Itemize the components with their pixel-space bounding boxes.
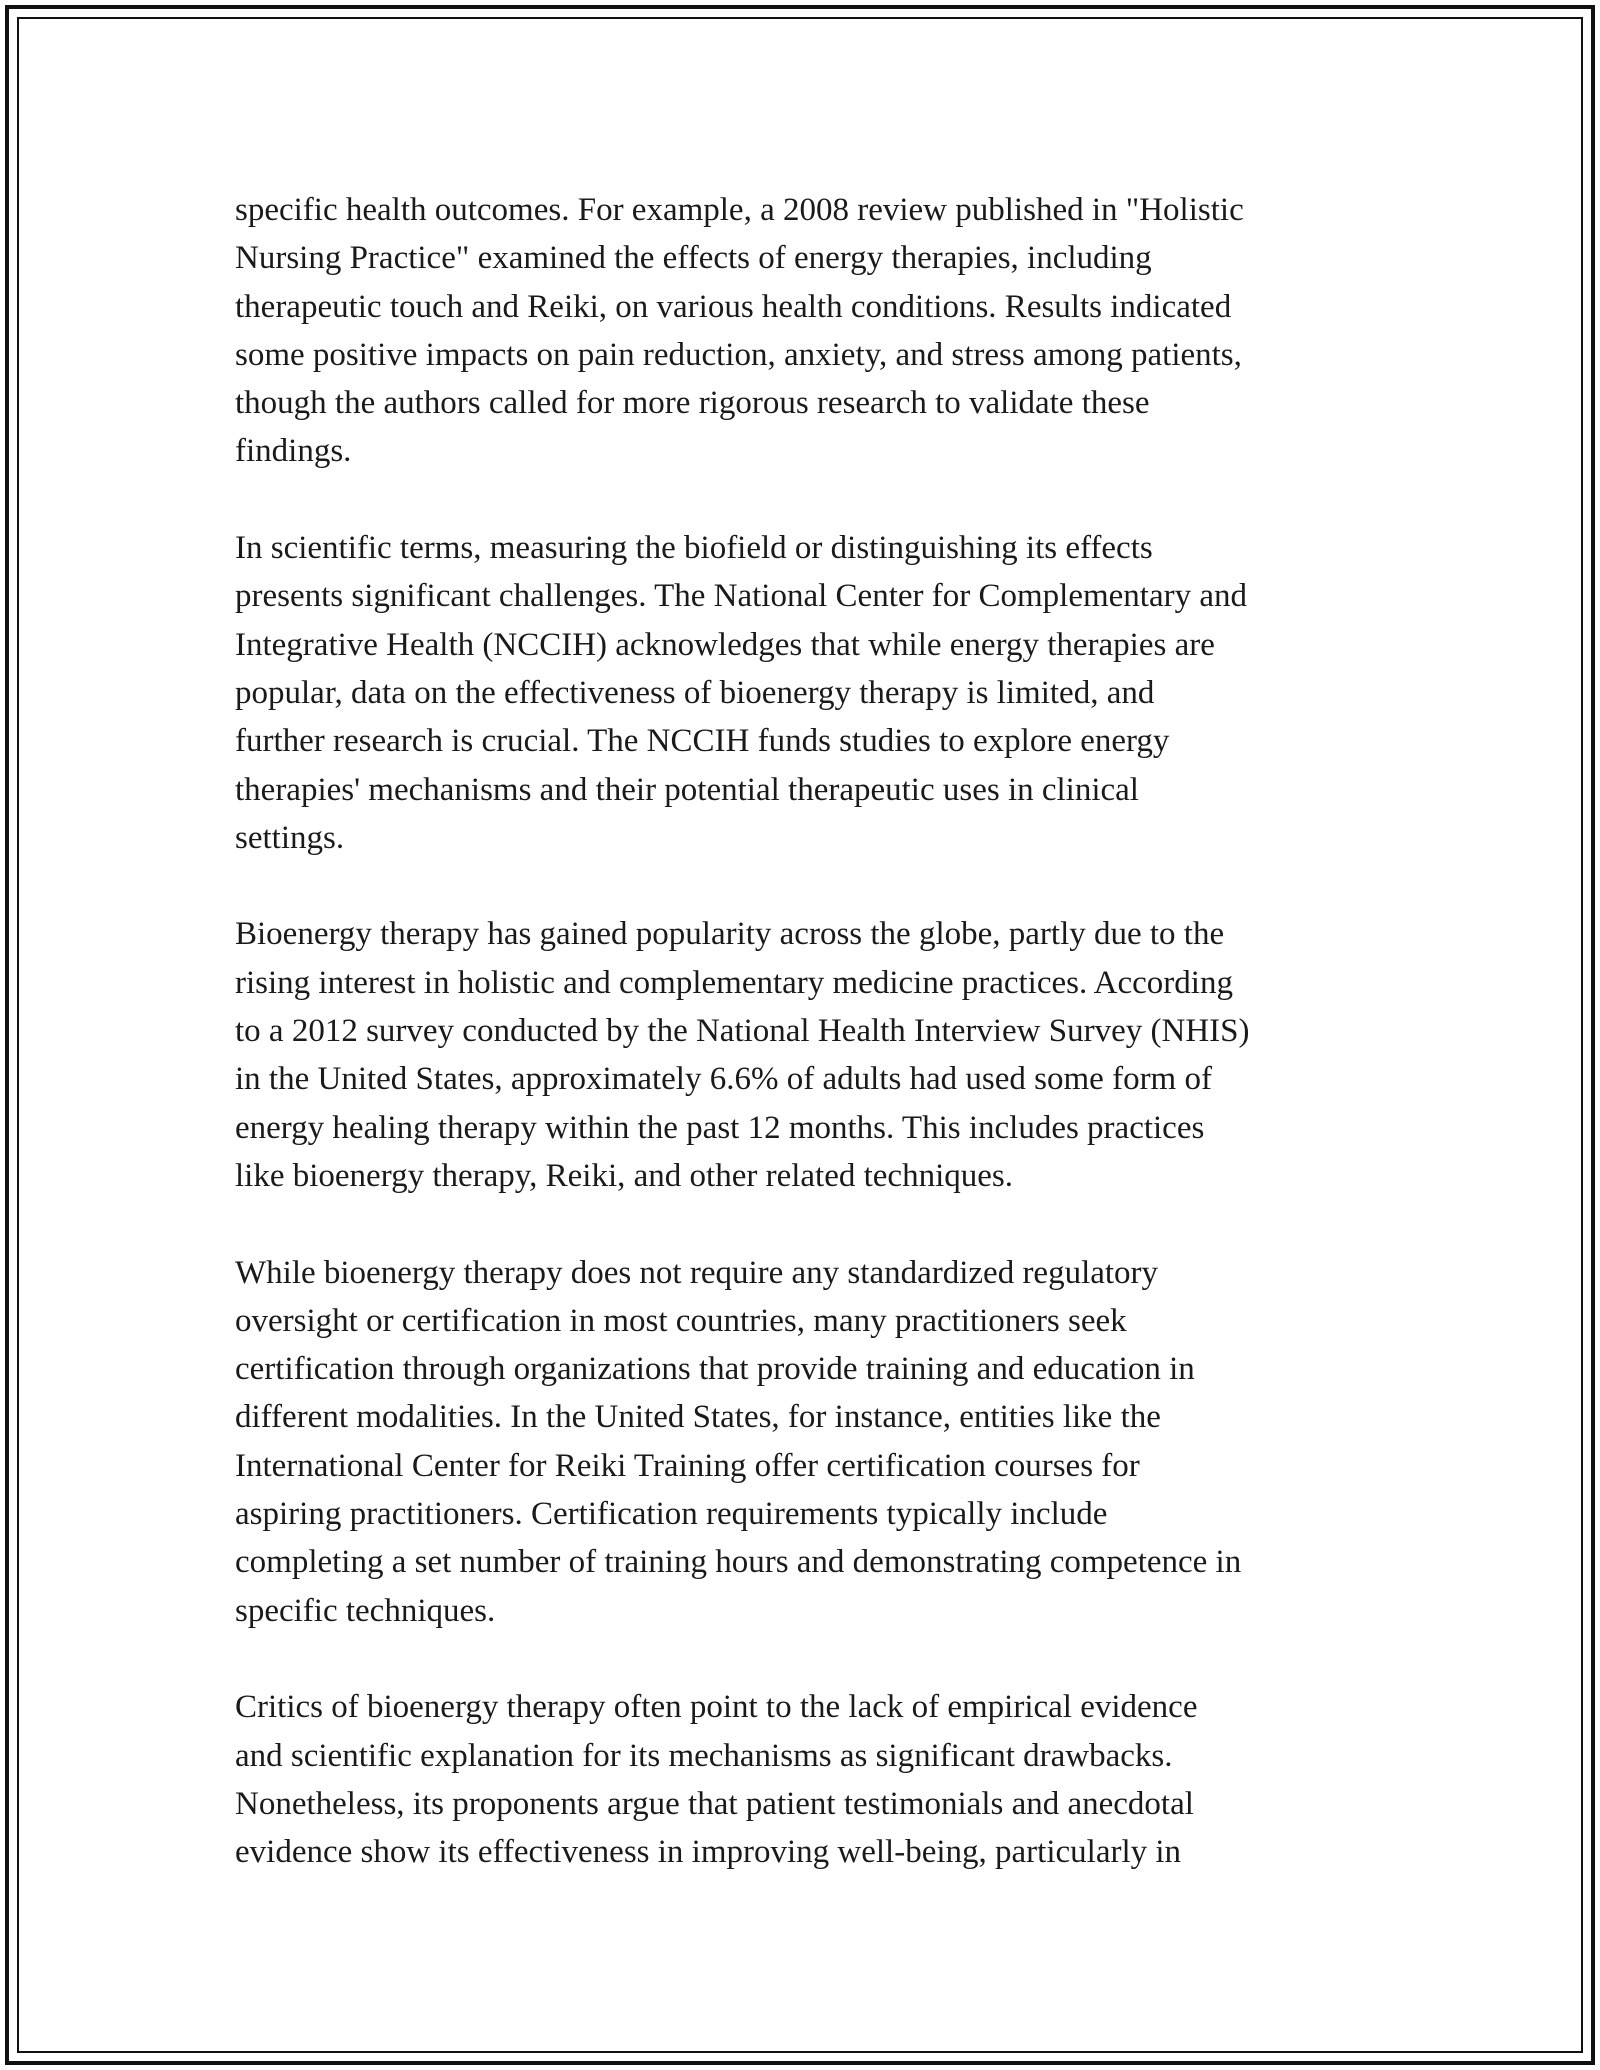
text-line: energy healing therapy within the past 12 months. This includes practices: [235, 1109, 1205, 1146]
text-line: specific techniques.: [235, 1592, 496, 1629]
text-line: to a 2012 survey conducted by the National Health Interview Survey (NHIS): [235, 1013, 1250, 1050]
text-line: In scientific terms, measuring the biofield or distinguishing its effects: [235, 530, 1153, 567]
text-line: Bioenergy therapy has gained popularity across the globe, partly due to the: [235, 916, 1225, 953]
paragraph-5: [235, 1683, 1370, 1876]
text-line: completing a set number of training hours and demonstrating competence in: [235, 1544, 1242, 1581]
text-line: rising interest in holistic and complementary medicine practices. According: [235, 964, 1233, 1001]
text-line: Nonetheless, its proponents argue that patient testimonials and anecdotal: [235, 1785, 1194, 1822]
text-line: evidence show its effectiveness in improving well-being, particularly in: [235, 1834, 1182, 1871]
text-line: certification through organizations that provide training and education in: [235, 1351, 1195, 1388]
text-line: settings.: [235, 819, 345, 856]
paragraph-2: [235, 524, 1370, 862]
paragraph-4: [235, 1249, 1370, 1635]
text-line: and scientific explanation for its mechanisms as significant drawbacks.: [235, 1737, 1173, 1774]
paragraph-1: [235, 186, 1370, 476]
text-line: different modalities. In the United States, for instance, entities like the: [235, 1399, 1161, 1436]
text-line: some positive impacts on pain reduction, anxiety, and stress among patients,: [235, 336, 1242, 373]
text-line: aspiring practitioners. Certification requirements typically include: [235, 1496, 1108, 1533]
text-line: therapies' mechanisms and their potential therapeutic uses in clinical: [235, 771, 1139, 808]
text-line: oversight or certification in most countries, many practitioners seek: [235, 1302, 1127, 1339]
text-line: specific health outcomes. For example, a 2008 review published in "Holistic: [235, 192, 1244, 228]
text-line: Critics of bioenergy therapy often point to the lack of empirical evidence: [235, 1689, 1198, 1726]
text-line: in the United States, approximately 6.6% of adults had used some form of: [235, 1061, 1212, 1098]
text-line: popular, data on the effectiveness of bioenergy therapy is limited, and: [235, 674, 1155, 711]
paragraph-3: [235, 910, 1370, 1200]
text-line: like bioenergy therapy, Reiki, and other related techniques.: [235, 1157, 1013, 1194]
text-line: further research is crucial. The NCCIH funds studies to explore energy: [235, 723, 1170, 760]
text-line: though the authors called for more rigorous research to validate these: [235, 385, 1150, 422]
text-line: Integrative Health (NCCIH) acknowledges that while energy therapies are: [235, 626, 1215, 663]
text-line: therapeutic touch and Reiki, on various health conditions. Results indicated: [235, 288, 1232, 325]
text-line: presents significant challenges. The National Center for Complementary and: [235, 578, 1247, 615]
text-line: findings.: [235, 433, 352, 470]
text-line: While bioenergy therapy does not require any standardized regulatory: [235, 1254, 1159, 1291]
text-line: International Center for Reiki Training offer certification courses for: [235, 1447, 1140, 1484]
document-body: [235, 186, 1370, 1876]
text-line: Nursing Practice" examined the effects of energy therapies, including: [235, 240, 1152, 277]
